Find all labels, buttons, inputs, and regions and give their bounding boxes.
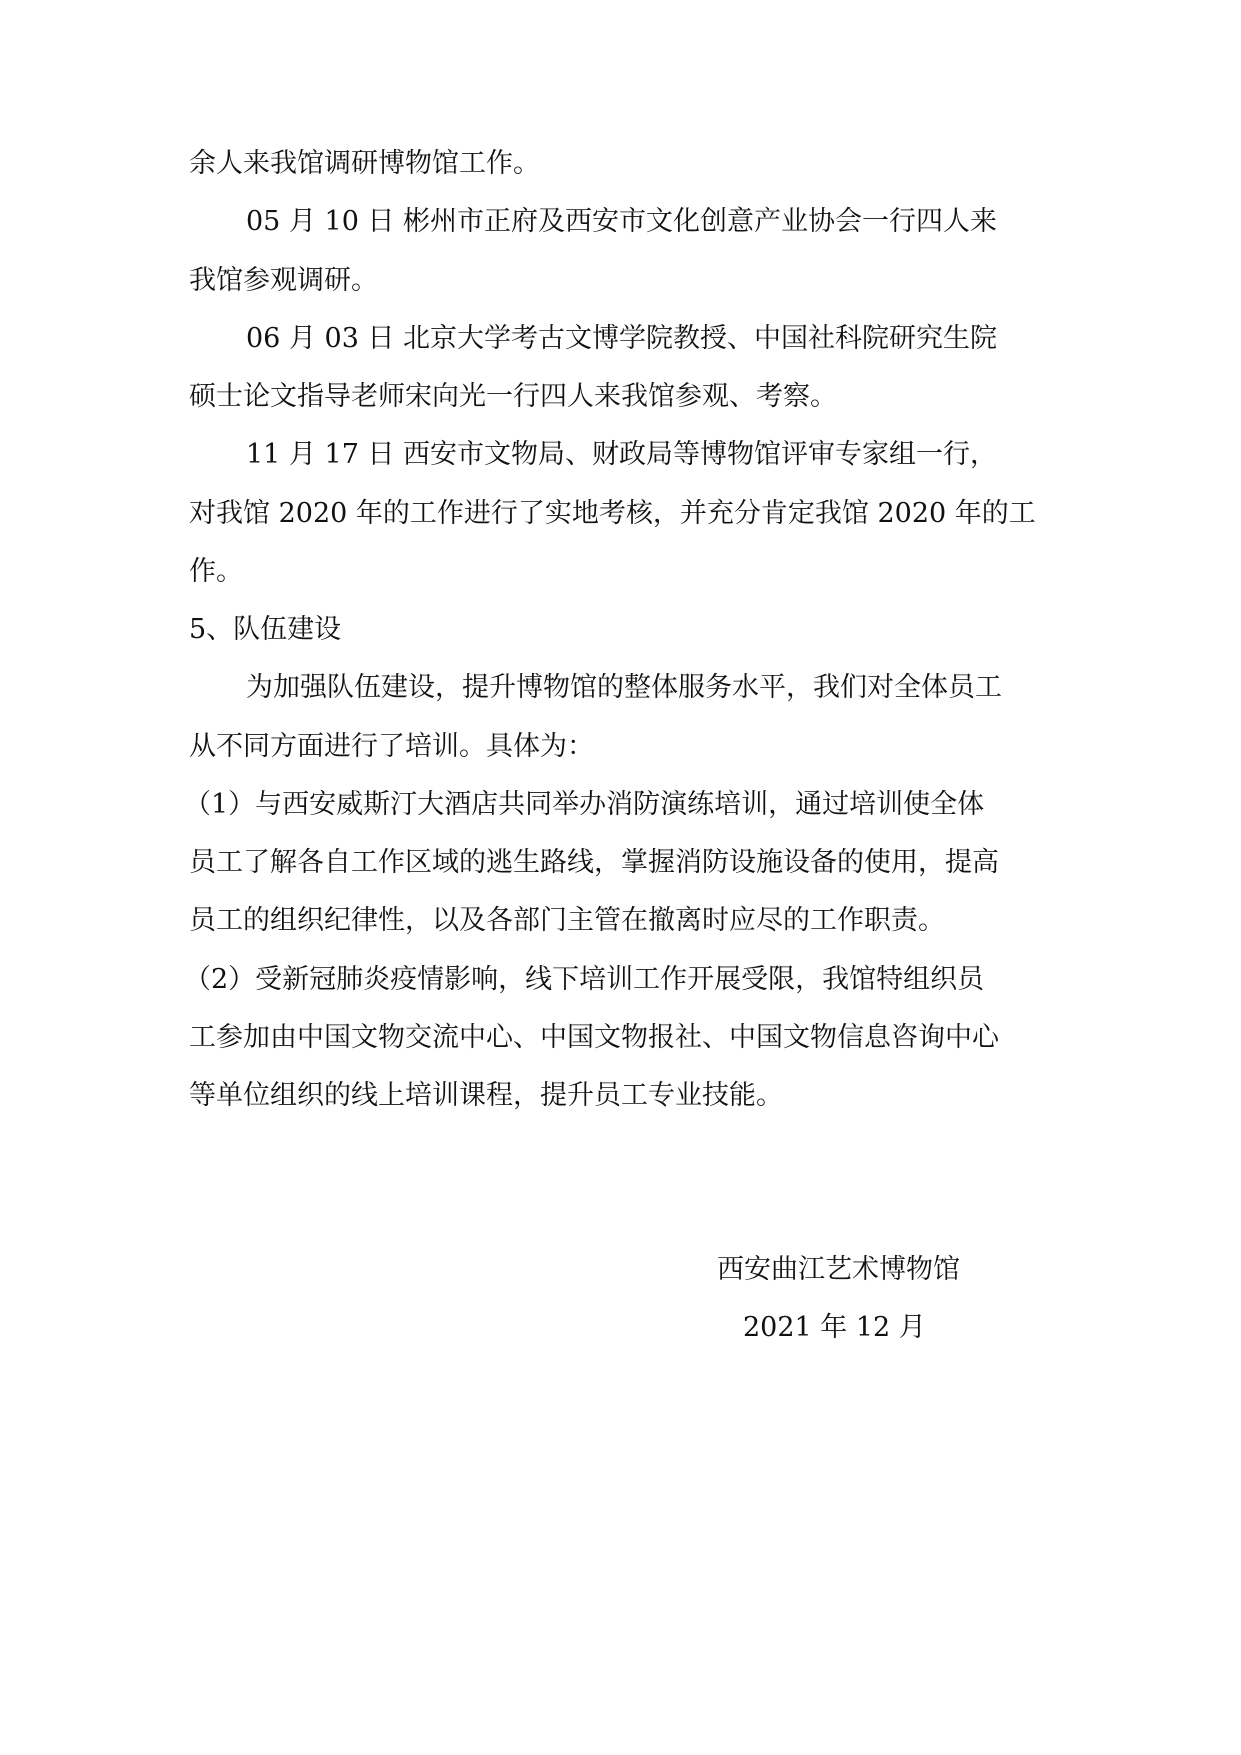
paragraph-line: 硕士论文指导老师宋向光一行四人来我馆参观、考察。 xyxy=(189,381,837,412)
list-item-line: （2）受新冠肺炎疫情影响，线下培训工作开展受限，我馆特组织员 xyxy=(184,964,985,995)
section-heading: 5、队伍建设 xyxy=(189,614,342,645)
paragraph-line: 余人来我馆调研博物馆工作。 xyxy=(189,148,540,179)
list-item-line: 工参加由中国文物交流中心、中国文物报社、中国文物信息咨询中心 xyxy=(189,1022,999,1053)
paragraph-line: 05 月 10 日 彬州市正府及西安市文化创意产业协会一行四人来 xyxy=(246,206,998,237)
list-item-line: 员工了解各自工作区域的逃生路线，掌握消防设施设备的使用，提高 xyxy=(189,847,999,878)
paragraph-line: 06 月 03 日 北京大学考古文博学院教授、中国社科院研究生院 xyxy=(246,323,998,354)
list-item-line: （1）与西安威斯汀大酒店共同举办消防演练培训，通过培训使全体 xyxy=(184,789,985,820)
paragraph-line: 为加强队伍建设，提升博物馆的整体服务水平，我们对全体员工 xyxy=(246,672,1002,703)
paragraph-line: 11 月 17 日 西安市文物局、财政局等博物馆评审专家组一行， xyxy=(246,439,998,470)
list-item-line: 员工的组织纪律性，以及各部门主管在撤离时应尽的工作职责。 xyxy=(189,905,945,936)
paragraph-line: 作。 xyxy=(189,556,243,587)
paragraph-line: 从不同方面进行了培训。具体为： xyxy=(189,731,594,762)
list-item-line: 等单位组织的线上培训课程，提升员工专业技能。 xyxy=(189,1080,783,1111)
signature-organization: 西安曲江艺术博物馆 xyxy=(717,1254,960,1285)
paragraph-line: 我馆参观调研。 xyxy=(189,265,378,296)
paragraph-line: 对我馆 2020 年的工作进行了实地考核，并充分肯定我馆 2020 年的工 xyxy=(189,498,1036,529)
signature-date: 2021 年 12 月 xyxy=(743,1312,926,1343)
